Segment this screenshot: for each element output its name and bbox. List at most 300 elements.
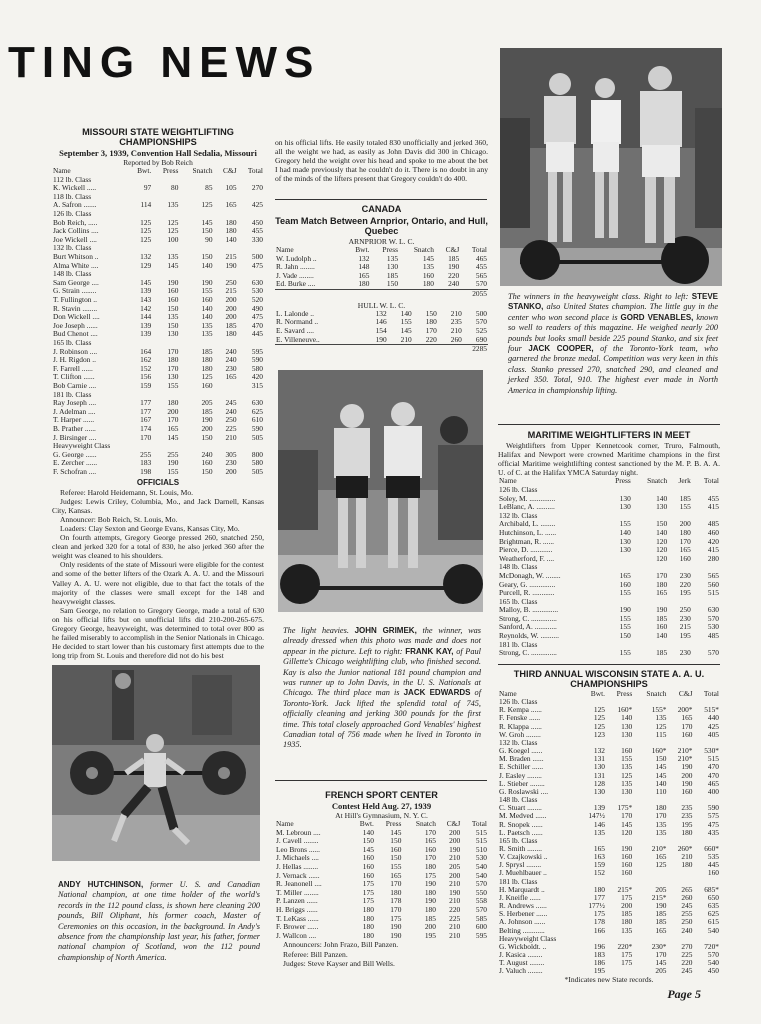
lifter-name: Joe Joseph ......: [53, 320, 98, 330]
lifter-name: Bud Chenot ....: [53, 329, 98, 339]
table-cell: 125: [593, 713, 605, 723]
table-cell: 195: [424, 930, 436, 940]
table-cell: 160: [167, 295, 179, 304]
lifter-name: Leo Brons ......: [276, 844, 320, 854]
column-header: Name: [53, 166, 71, 176]
table-cell: 160: [201, 458, 213, 468]
table-cell: 185: [448, 253, 460, 263]
table-cell: 160: [679, 553, 691, 563]
table-cell: 305: [225, 449, 237, 459]
lifter-name: G. Koegel ......: [499, 746, 543, 756]
table-cell: 123: [593, 729, 605, 739]
divider: [498, 424, 720, 425]
lifter-name: T. Clifton ......: [53, 372, 95, 382]
table-cell: 170: [656, 570, 668, 580]
lifter-name: H. Briggs ......: [276, 905, 318, 915]
table-cell: 154: [375, 325, 387, 335]
table-cell: 435: [707, 827, 719, 837]
lifter-name: F. Schofran ....: [53, 466, 97, 476]
table-cell: 156: [140, 372, 152, 382]
table-cell: 145: [167, 260, 179, 270]
table-cell: 139: [593, 803, 605, 813]
table-cell: 190: [681, 778, 693, 788]
table-cell: 170: [140, 432, 152, 442]
table-cell: 160*: [651, 746, 667, 756]
table-cell: 145: [140, 277, 152, 287]
team-total: 2285: [275, 345, 488, 354]
lifter-name: R. Klappa ......: [499, 721, 542, 731]
lifter-name: J. Wallcon ....: [276, 930, 317, 940]
table-cell: 145: [621, 819, 633, 829]
table-cell: 205: [655, 884, 667, 894]
table-cell: 105: [225, 183, 237, 193]
table-cell: 155*: [651, 705, 667, 715]
table-cell: 485: [707, 519, 719, 529]
table-cell: 132: [140, 252, 152, 262]
table-cell: 144: [140, 312, 152, 322]
table-cell: 570: [475, 905, 487, 915]
lifter-name: R. Andrews ......: [499, 901, 547, 911]
table-cell: 145: [400, 325, 412, 335]
table-cell: 445: [707, 860, 719, 870]
table-cell: 150: [201, 226, 213, 236]
table-cell: 190: [424, 879, 436, 889]
table-cell: 177½: [588, 901, 605, 911]
table-cell: 175: [593, 909, 605, 919]
table-cell: 185: [655, 917, 667, 927]
table-cell: 455: [475, 262, 487, 272]
table-cell: 510: [475, 844, 487, 854]
table-cell: 550: [475, 887, 487, 897]
column-header: Total: [703, 476, 719, 486]
column-header: Press: [162, 166, 179, 176]
article-paragraph: On fourth attempts, Gregory George pressed 260, snatched 250, clean and jerked 320 for a total of 830, he also jerked 360 after the weight was cleaned to his shoulders.: [52, 533, 264, 561]
table-cell: 140: [201, 312, 213, 322]
lifter-name: J. Robinson ....: [53, 346, 98, 356]
table-cell: 475: [707, 819, 719, 829]
lifter-name: C. Stuart ........: [499, 803, 542, 813]
table-cell: 180: [362, 913, 374, 923]
table-cell: 162: [140, 355, 152, 365]
lifter-name: B. Prather ......: [53, 423, 96, 433]
column-header: Name: [499, 689, 517, 698]
table-cell: 185: [424, 913, 436, 923]
table-cell: 225: [681, 950, 693, 959]
table-cell: 200: [449, 870, 461, 880]
table-cell: 220: [448, 270, 460, 280]
table-cell: 125: [593, 721, 605, 731]
table-cell: 595: [251, 346, 263, 356]
table-row: [275, 932, 488, 941]
lifter-name: M. Lebroun ....: [276, 827, 321, 837]
weight-class-label: 148 lb. Class: [499, 795, 538, 805]
table-cell: 190: [448, 262, 460, 272]
table-cell: 260: [681, 892, 693, 902]
weight-class-label: 181 lb. Class: [499, 639, 538, 649]
lifter-name: J. Hellas ........: [276, 862, 319, 872]
table-cell: 180: [424, 905, 436, 915]
lifter-name: G. Strain ........: [53, 286, 97, 296]
table-cell: 160: [621, 852, 633, 862]
table-cell: 135: [167, 200, 179, 210]
missouri-heading: MISSOURI STATE WEIGHTLIFTING CHAMPIONSHIPS: [82, 127, 234, 147]
table-cell: 190: [390, 922, 402, 932]
lifter-name: T. LeKass ......: [276, 913, 319, 923]
table-cell: 170: [390, 879, 402, 889]
lifter-name: R. Smith ........: [499, 843, 542, 853]
lifter-name: J. Vade ........: [276, 270, 314, 280]
team-total-row: [275, 345, 488, 354]
column-header: Press: [382, 245, 399, 255]
table-cell: 150: [167, 320, 179, 330]
table-cell: 155: [167, 380, 179, 390]
table-cell: 175: [424, 870, 436, 880]
table-cell: 220: [449, 905, 461, 915]
table-cell: 186: [593, 958, 605, 968]
table-cell: 210: [449, 853, 461, 863]
table-cell: 240: [225, 346, 237, 356]
table-cell: 115: [655, 729, 667, 739]
lifter-name: Weatherford, F. ....: [499, 553, 555, 563]
table-cell: 130: [619, 502, 631, 512]
caption-text: of Toronto-York. Jack lifted the splendid total of 745, officially cleaning and jerking 300 pounds for the first time. This total closely approached Gord Venables' highest Canadian total of 756 made when he lived in Toronto in 1935.: [283, 688, 481, 750]
lifter-name: Archibald, L. ........: [499, 519, 556, 529]
table-cell: 270: [251, 183, 263, 193]
table-cell: 470: [251, 320, 263, 330]
lifter-name: A. Safron .......: [53, 200, 97, 210]
table-cell: 180: [656, 579, 668, 589]
table-cell: 160: [621, 860, 633, 870]
table-cell: 170: [655, 950, 667, 959]
table-cell: 570: [707, 613, 719, 623]
table-cell: 177: [140, 406, 152, 416]
table-cell: 130: [621, 786, 633, 796]
table-cell: 155: [619, 622, 631, 632]
table-cell: 150: [201, 466, 213, 476]
table-cell: 145: [167, 432, 179, 442]
table-cell: 210*: [651, 843, 667, 853]
table-cell: 90: [205, 234, 213, 244]
lifter-name: Pierce, D. ............: [499, 545, 553, 555]
table-cell: 160: [167, 286, 179, 296]
table-cell: 255: [681, 909, 693, 919]
weight-class-label: 165 lb. Class: [499, 835, 538, 845]
table-cell: 240: [225, 355, 237, 365]
table-cell: 215: [225, 286, 237, 296]
table-cell: 210*: [677, 746, 693, 756]
table-cell: 625: [707, 909, 719, 919]
table-cell: 198: [140, 466, 152, 476]
table-cell: 475: [251, 260, 263, 270]
table-cell: 180: [362, 930, 374, 940]
table-cell: 135: [621, 925, 633, 935]
table-cell: 165: [167, 423, 179, 433]
lifter-name: Belting ............: [499, 925, 545, 935]
weight-class-label: 112 lb. Class: [53, 174, 92, 184]
table-cell: 155: [167, 466, 179, 476]
weight-class-label: 148 lb. Class: [53, 269, 92, 279]
column-header: C&J: [446, 819, 461, 829]
caption-name: GORD VENABLES,: [620, 312, 694, 322]
table-cell: 155: [390, 862, 402, 872]
column-header: Snatch: [415, 819, 436, 829]
table-cell: 180: [593, 884, 605, 894]
lifter-name: Joe Wickell ....: [53, 234, 97, 244]
table-cell: 540: [707, 958, 719, 968]
column-header: Snatch: [647, 476, 668, 486]
lifter-name: T. August ........: [499, 958, 545, 968]
table-cell: 135: [655, 819, 667, 829]
lifter-name: J. Michaels ....: [276, 853, 319, 863]
table-cell: 165: [225, 372, 237, 382]
table-cell: 130: [593, 762, 605, 772]
lifter-name: S. Herbener ......: [499, 909, 548, 919]
table-cell: 165: [681, 713, 693, 723]
lifter-name: T. Miller ........: [276, 887, 319, 897]
caption-text: of Paul Gillette's Chicago weightlifting club, who finished second. Kay is also the Junior national 181 pound champion and was runner up to John Davis, in the U. S. Nationals at Chicago. The third place man is: [283, 646, 481, 698]
table-cell: 145: [655, 958, 667, 968]
table-cell: 165: [225, 200, 237, 210]
table-cell: 195: [679, 631, 691, 641]
article-paragraph: Weightlifters from Upper Kennetcook corner, Truro, Falmouth, Halifax and Newport were crowned Maritime champions in the first official Maritime weightlifting contest sanctioned by the M. P. B. A. A. U. of C. at the Halifax YMCA Saturday night.: [498, 441, 720, 478]
lifter-name: L. Paetsch ......: [499, 827, 543, 837]
table-cell: 240: [201, 449, 213, 459]
caption-text: of the Toronto-York team, who garnered the bronze medal. Competition was very keen in this class. Stanko pressed 270, snatched 290, and cleaned and jerked 350. Total, 910. The highest ever made in North America in championship lifting.: [508, 344, 718, 395]
lifter-name: J. Birsinger ....: [53, 432, 97, 442]
table-cell: 235: [681, 803, 693, 813]
table-cell: 240: [448, 279, 460, 289]
table-cell: 225: [449, 913, 461, 923]
officials-line: Judges: Lewis Criley, Columbia, Mo., and Jack Darnell, Kansas City, Kansas.: [52, 496, 264, 515]
team-total: 2055: [275, 290, 488, 299]
table-cell: 170: [424, 853, 436, 863]
table-cell: 200: [449, 827, 461, 837]
table-cell: 200: [449, 836, 461, 846]
table-cell: 440: [707, 713, 719, 723]
table-cell: [633, 869, 667, 877]
table-cell: 210: [449, 879, 461, 889]
table-cell: 155: [621, 754, 633, 764]
table-cell: 330: [251, 234, 263, 244]
table-cell: 130: [619, 536, 631, 546]
table-cell: 125: [167, 226, 179, 236]
table-cell: 500: [475, 308, 487, 318]
missouri-article: [52, 125, 264, 660]
table-cell: 240: [225, 406, 237, 416]
table-cell: 140: [621, 713, 633, 723]
lifter-name: Geary, G. ..............: [499, 579, 556, 589]
table-cell: 130: [619, 493, 631, 503]
table-cell: 170: [621, 811, 633, 821]
table-cell: 690: [475, 334, 487, 344]
table-cell: 195: [593, 966, 605, 976]
table-cell: 190: [201, 415, 213, 425]
table-cell: 180: [424, 887, 436, 897]
table-cell: 520: [251, 295, 263, 304]
table-cell: 160: [201, 380, 213, 390]
table-cell: 166: [593, 925, 605, 935]
table-cell: 210: [225, 432, 237, 442]
table-cell: 145: [422, 253, 434, 263]
table-cell: 470: [707, 762, 719, 772]
weight-class-label: 132 lb. Class: [499, 737, 538, 747]
table-cell: 114: [140, 200, 152, 210]
table-cell: 600: [475, 922, 487, 932]
lifter-name: T. Fullington ..: [53, 295, 98, 304]
table-cell: 160: [424, 844, 436, 854]
table-cell: 445: [251, 329, 263, 339]
lifter-name: Hutchinson, L. ......: [499, 527, 557, 537]
missouri-subheading: September 3, 1939, Convention Hall Sedalia, Missouri: [59, 148, 257, 158]
table-cell: 630: [707, 605, 719, 615]
column-header: Bwt.: [590, 689, 605, 698]
table-cell: 610: [251, 415, 263, 425]
table-cell: 190: [681, 762, 693, 772]
table-cell: 185: [656, 648, 668, 658]
table-cell: 150: [201, 252, 213, 262]
column-header: Press: [616, 689, 633, 698]
table-cell: 180: [358, 279, 370, 289]
lifter-name: Strong, C. ..............: [499, 648, 557, 658]
column-header: Press: [615, 476, 631, 486]
table-cell: 183: [593, 950, 605, 959]
table-cell: 155: [619, 588, 631, 598]
french-venue: At Hill's Gymnasium, N. Y. C.: [335, 811, 428, 820]
table-cell: 220: [681, 958, 693, 968]
french-heading: FRENCH SPORT CENTER: [325, 790, 438, 800]
table-cell: 135: [422, 262, 434, 272]
table-cell: 170: [167, 363, 179, 373]
table-cell: 490: [251, 303, 263, 313]
light-heavies-caption: [283, 626, 481, 751]
table-cell: 170: [167, 415, 179, 425]
table-cell: 152: [140, 363, 152, 373]
table-cell: 180: [425, 317, 437, 327]
table-cell: 180: [681, 827, 693, 837]
table-cell: 160: [707, 868, 719, 878]
table-row: [498, 967, 720, 975]
table-cell: 420: [707, 536, 719, 546]
table-cell: 650: [707, 892, 719, 902]
table-cell: 400: [707, 786, 719, 796]
table-cell: 450: [707, 966, 719, 976]
table-cell: 200: [225, 303, 237, 313]
lifter-name: Sam George ....: [53, 277, 99, 287]
table-cell: 135: [655, 713, 667, 723]
table-cell: 185: [655, 909, 667, 919]
caption-text: former U. S. and Canadian National champion, at one time holder of the world's records in the 112 pound class, is shown here cleaning 200 pounds, Bill Oliphant, his former coach, Master of Ceremonies on this occasion, in the background. In Andy's absence from the championship last year, his father, former national champion of Scotland, won the 112 pound championship of North America.: [58, 880, 260, 962]
table-cell: 130: [167, 329, 179, 339]
table-cell: 230: [225, 458, 237, 468]
table-cell: 160: [621, 746, 633, 756]
weight-class-label: 126 lb. Class: [499, 484, 538, 494]
table-cell: 530: [475, 853, 487, 863]
table-cell: 125: [655, 721, 667, 731]
table-cell: 210: [449, 930, 461, 940]
weight-class-label: Heavyweight Class: [53, 441, 111, 451]
table-cell: 200: [201, 423, 213, 433]
table-cell: 160: [681, 786, 693, 796]
table-cell: 415: [707, 502, 719, 512]
article-paragraph: on his official lifts. He easily totaled 830 unofficially and jerked 360, all the weight we had, as easily as John Davis did 300 in Chicago. Gregory held the weight over his head and spoke to me about the bet I had made previously that he couldn't do it. There is no doubt in any of the minds of the lifters present that Gregory couldn't do 400.: [275, 138, 488, 184]
table-cell: 185: [656, 613, 668, 623]
table-cell: 178: [593, 917, 605, 927]
table-cell: 150: [619, 631, 631, 641]
table-cell: 225: [225, 423, 237, 433]
table-cell: 135: [621, 762, 633, 772]
table-cell: 180: [655, 803, 667, 813]
table-cell: 135: [386, 253, 399, 263]
maritime-article: [498, 428, 720, 658]
table-cell: 540: [475, 870, 487, 880]
table-cell: 143: [140, 295, 152, 304]
table-cell: 152: [593, 868, 605, 878]
lifter-name: Ray Joseph ....: [53, 398, 97, 408]
officials-line: Announcers: John Frazo, Bill Panzen.: [283, 940, 399, 950]
lifter-name: Malloy, B. ..............: [499, 605, 559, 615]
column-header: C&J: [445, 245, 460, 255]
lifter-name: Bob Reich, .....: [53, 217, 98, 227]
table-cell: 160: [201, 295, 213, 304]
table-cell: 260: [450, 334, 462, 344]
table-cell: 505: [251, 432, 263, 442]
table-cell: 155: [679, 502, 691, 512]
column-header: Name: [499, 476, 517, 486]
table-cell: 125: [140, 217, 152, 227]
officials-line: Loaders: Clay Sexton and George Evans, Kansas City, Mo.: [60, 523, 240, 533]
table-cell: [668, 869, 694, 877]
canada-heading: Team Match Between Arnprior, Ontario, and Hull, Quebec: [275, 216, 488, 236]
lifter-name: J. Cavell ........: [276, 836, 319, 846]
table-cell: 190: [449, 887, 461, 897]
lifter-name: M. Braden ......: [499, 754, 544, 764]
table-cell: 185: [225, 320, 237, 330]
table-cell: 140: [656, 527, 668, 537]
table-cell: 180: [167, 398, 179, 408]
lifter-name: J. Kneifle ......: [499, 892, 541, 902]
table-cell: 145: [362, 844, 374, 854]
table-cell: 175: [362, 887, 374, 897]
table-cell: 205: [655, 966, 667, 976]
table-cell: 175*: [617, 803, 633, 813]
table-cell: 170: [681, 721, 693, 731]
lifter-name: R. Jahn ........: [276, 262, 315, 272]
table-cell: 570: [707, 950, 719, 959]
table-cell: 185: [386, 270, 399, 280]
table-cell: 180: [225, 217, 237, 227]
table-cell: 170: [167, 346, 179, 356]
table-cell: 615: [707, 917, 719, 927]
lifter-name: H. Marquardt ..: [499, 884, 545, 894]
table-cell: 190: [619, 605, 631, 615]
column-header: Press: [385, 819, 402, 829]
column-header: Bwt.: [359, 819, 374, 829]
table-cell: 180: [681, 860, 693, 870]
lifter-name: Sanford, A. ............: [499, 622, 557, 632]
table-cell: 540: [707, 925, 719, 935]
table-cell: 145: [655, 762, 667, 772]
weight-class-label: 126 lb. Class: [499, 697, 538, 707]
table-cell: 150: [390, 836, 402, 846]
table-cell: 570: [475, 279, 487, 289]
table-cell: 130: [619, 545, 631, 555]
table-cell: 720*: [704, 941, 719, 951]
table-cell: 250: [225, 277, 237, 287]
table-cell: 210: [449, 896, 461, 906]
table-cell: 560: [707, 579, 719, 589]
arnprior-table: [275, 246, 488, 299]
table-cell: 165: [358, 270, 370, 280]
